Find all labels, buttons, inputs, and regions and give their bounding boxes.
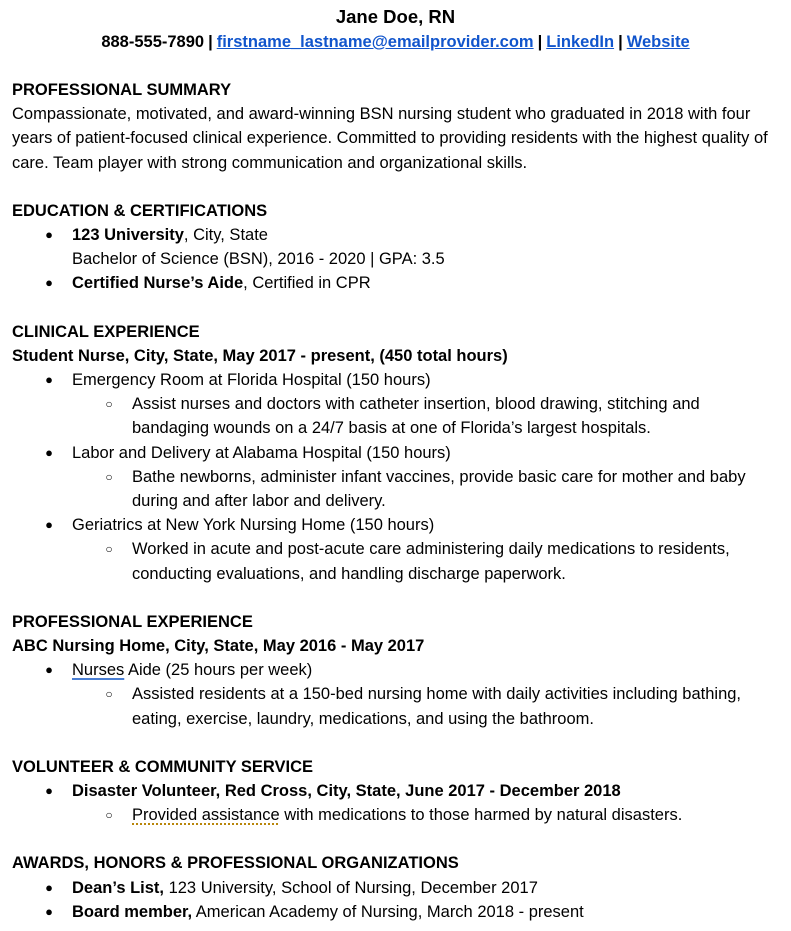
sub-list-item [72, 682, 779, 730]
summary-text: Compassionate, motivated, and award-winning BSN nursing student who graduated in 2018 with four years of patient-focused clinical experience. Committed to providing residents with the highest quality of care. Team player with strong communication and organizational skills. [12, 105, 768, 172]
awards-list [12, 876, 779, 924]
professional-list [12, 658, 779, 731]
sub-list-item [72, 392, 779, 440]
school-location: , City, State [183, 226, 268, 245]
hollow-bullet-icon: ○ [105, 469, 113, 484]
award-detail: American Academy of Nursing, March 2018 - present [192, 902, 584, 921]
rotation-detail: Bathe newborns, administer infant vaccines, provide basic care for mother and baby during and after labor and delivery. [132, 467, 746, 511]
filled-bullet-icon: ● [45, 783, 53, 799]
sub-list-item [72, 537, 779, 585]
sub-list-container [12, 392, 779, 440]
separator: | [537, 33, 543, 51]
rotation-label: Geriatrics at New York Nursing Home (150 hours) [72, 516, 435, 535]
professional-section [12, 610, 779, 731]
school-name: 123 University [72, 226, 184, 245]
employer-title: ABC Nursing Home, City, State, May 2016 - May 2017 [12, 637, 425, 656]
section-title: AWARDS, HONORS & PROFESSIONAL ORGANIZATIONS [12, 854, 459, 873]
rotation-label: Labor and Delivery at Alabama Hospital (150 hours) [72, 443, 451, 462]
website-link[interactable]: Website [626, 33, 690, 51]
filled-bullet-icon: ● [45, 444, 53, 460]
list-item [12, 271, 779, 295]
candidate-name: Jane Doe, RN [335, 6, 456, 27]
hollow-bullet-icon: ○ [105, 808, 113, 823]
volunteer-detail: with medications to those harmed by natural disasters. [279, 806, 683, 825]
rotation-detail: Assist nurses and doctors with catheter insertion, blood drawing, stitching and bandaging wounds on a 24/7 basis at one of Florida’s largest hospitals. [132, 395, 700, 438]
contact-line [12, 30, 779, 54]
hollow-bullet-icon: ○ [105, 397, 113, 412]
clinical-section [12, 320, 779, 586]
education-section [12, 199, 779, 296]
sub-list [72, 803, 779, 827]
filled-bullet-icon: ● [45, 662, 53, 678]
award-name: Board member, [72, 902, 193, 921]
list-item [12, 513, 779, 537]
sub-list-container [12, 803, 779, 827]
certification-detail: , Certified in CPR [243, 274, 371, 293]
education-list [12, 223, 779, 296]
spellcheck-flagged-word[interactable]: Nurses [72, 661, 125, 680]
separator: | [618, 33, 623, 51]
position-detail: Assisted residents at a 150-bed nursing home with daily activities including bathing, eating, exercise, laundry, medications, and using the bathroom. [132, 685, 742, 728]
filled-bullet-icon: ● [45, 879, 53, 895]
section-title: VOLUNTEER & COMMUNITY SERVICE [12, 757, 314, 776]
list-item [12, 223, 779, 271]
sub-list-container [12, 465, 779, 513]
degree-info: Bachelor of Science (BSN), 2016 - 2020 | GPA: 3.5 [72, 250, 445, 269]
award-name: Dean’s List, [72, 878, 164, 897]
award-detail: 123 University, School of Nursing, December 2017 [164, 878, 538, 897]
list-item [12, 368, 779, 392]
position-label: Aide (25 hours per week) [124, 661, 313, 680]
list-item [12, 900, 779, 924]
list-item [12, 876, 779, 900]
sub-list-container [12, 682, 779, 730]
volunteer-section [12, 755, 779, 828]
sub-list-container [12, 537, 779, 585]
volunteer-role: Disaster Volunteer, Red Cross, City, State, June 2017 - December 2018 [72, 782, 621, 801]
certification-name: Certified Nurse’s Aide [72, 274, 244, 293]
list-item [12, 779, 779, 803]
role-title: Student Nurse, City, State, May 2017 - present, (450 total hours) [12, 346, 508, 365]
section-title: EDUCATION & CERTIFICATIONS [12, 201, 268, 220]
sub-list [72, 682, 779, 730]
volunteer-list [12, 779, 779, 827]
filled-bullet-icon: ● [45, 275, 53, 291]
filled-bullet-icon: ● [45, 372, 53, 388]
clinical-list [12, 368, 779, 586]
list-item [12, 658, 779, 682]
linkedin-link[interactable]: LinkedIn [546, 33, 615, 51]
section-title: PROFESSIONAL EXPERIENCE [12, 612, 253, 631]
list-item [12, 441, 779, 465]
filled-bullet-icon: ● [45, 227, 53, 243]
filled-bullet-icon: ● [45, 903, 53, 919]
awards-section [12, 851, 779, 924]
sub-list [72, 537, 779, 585]
sub-list [72, 465, 779, 513]
separator: | [208, 33, 213, 51]
hollow-bullet-icon: ○ [105, 542, 113, 557]
sub-list-item [72, 465, 779, 513]
hollow-bullet-icon: ○ [105, 687, 113, 702]
filled-bullet-icon: ● [45, 517, 53, 533]
sub-list [72, 392, 779, 440]
rotation-detail: Worked in acute and post-acute care administering daily medications to residents, conducting evaluations, and handling discharge paperwork. [132, 540, 730, 583]
section-title: PROFESSIONAL SUMMARY [12, 81, 232, 99]
sub-list-item [72, 803, 779, 827]
section-title: CLINICAL EXPERIENCE [12, 322, 200, 341]
phone-number: 888-555-7890 [101, 33, 205, 51]
rotation-label: Emergency Room at Florida Hospital (150 hours) [72, 371, 431, 390]
summary-section [12, 78, 779, 175]
grammar-flagged-phrase[interactable]: Provided assistance [132, 806, 280, 825]
email-link[interactable]: firstname_lastname@emailprovider.com [216, 33, 534, 51]
